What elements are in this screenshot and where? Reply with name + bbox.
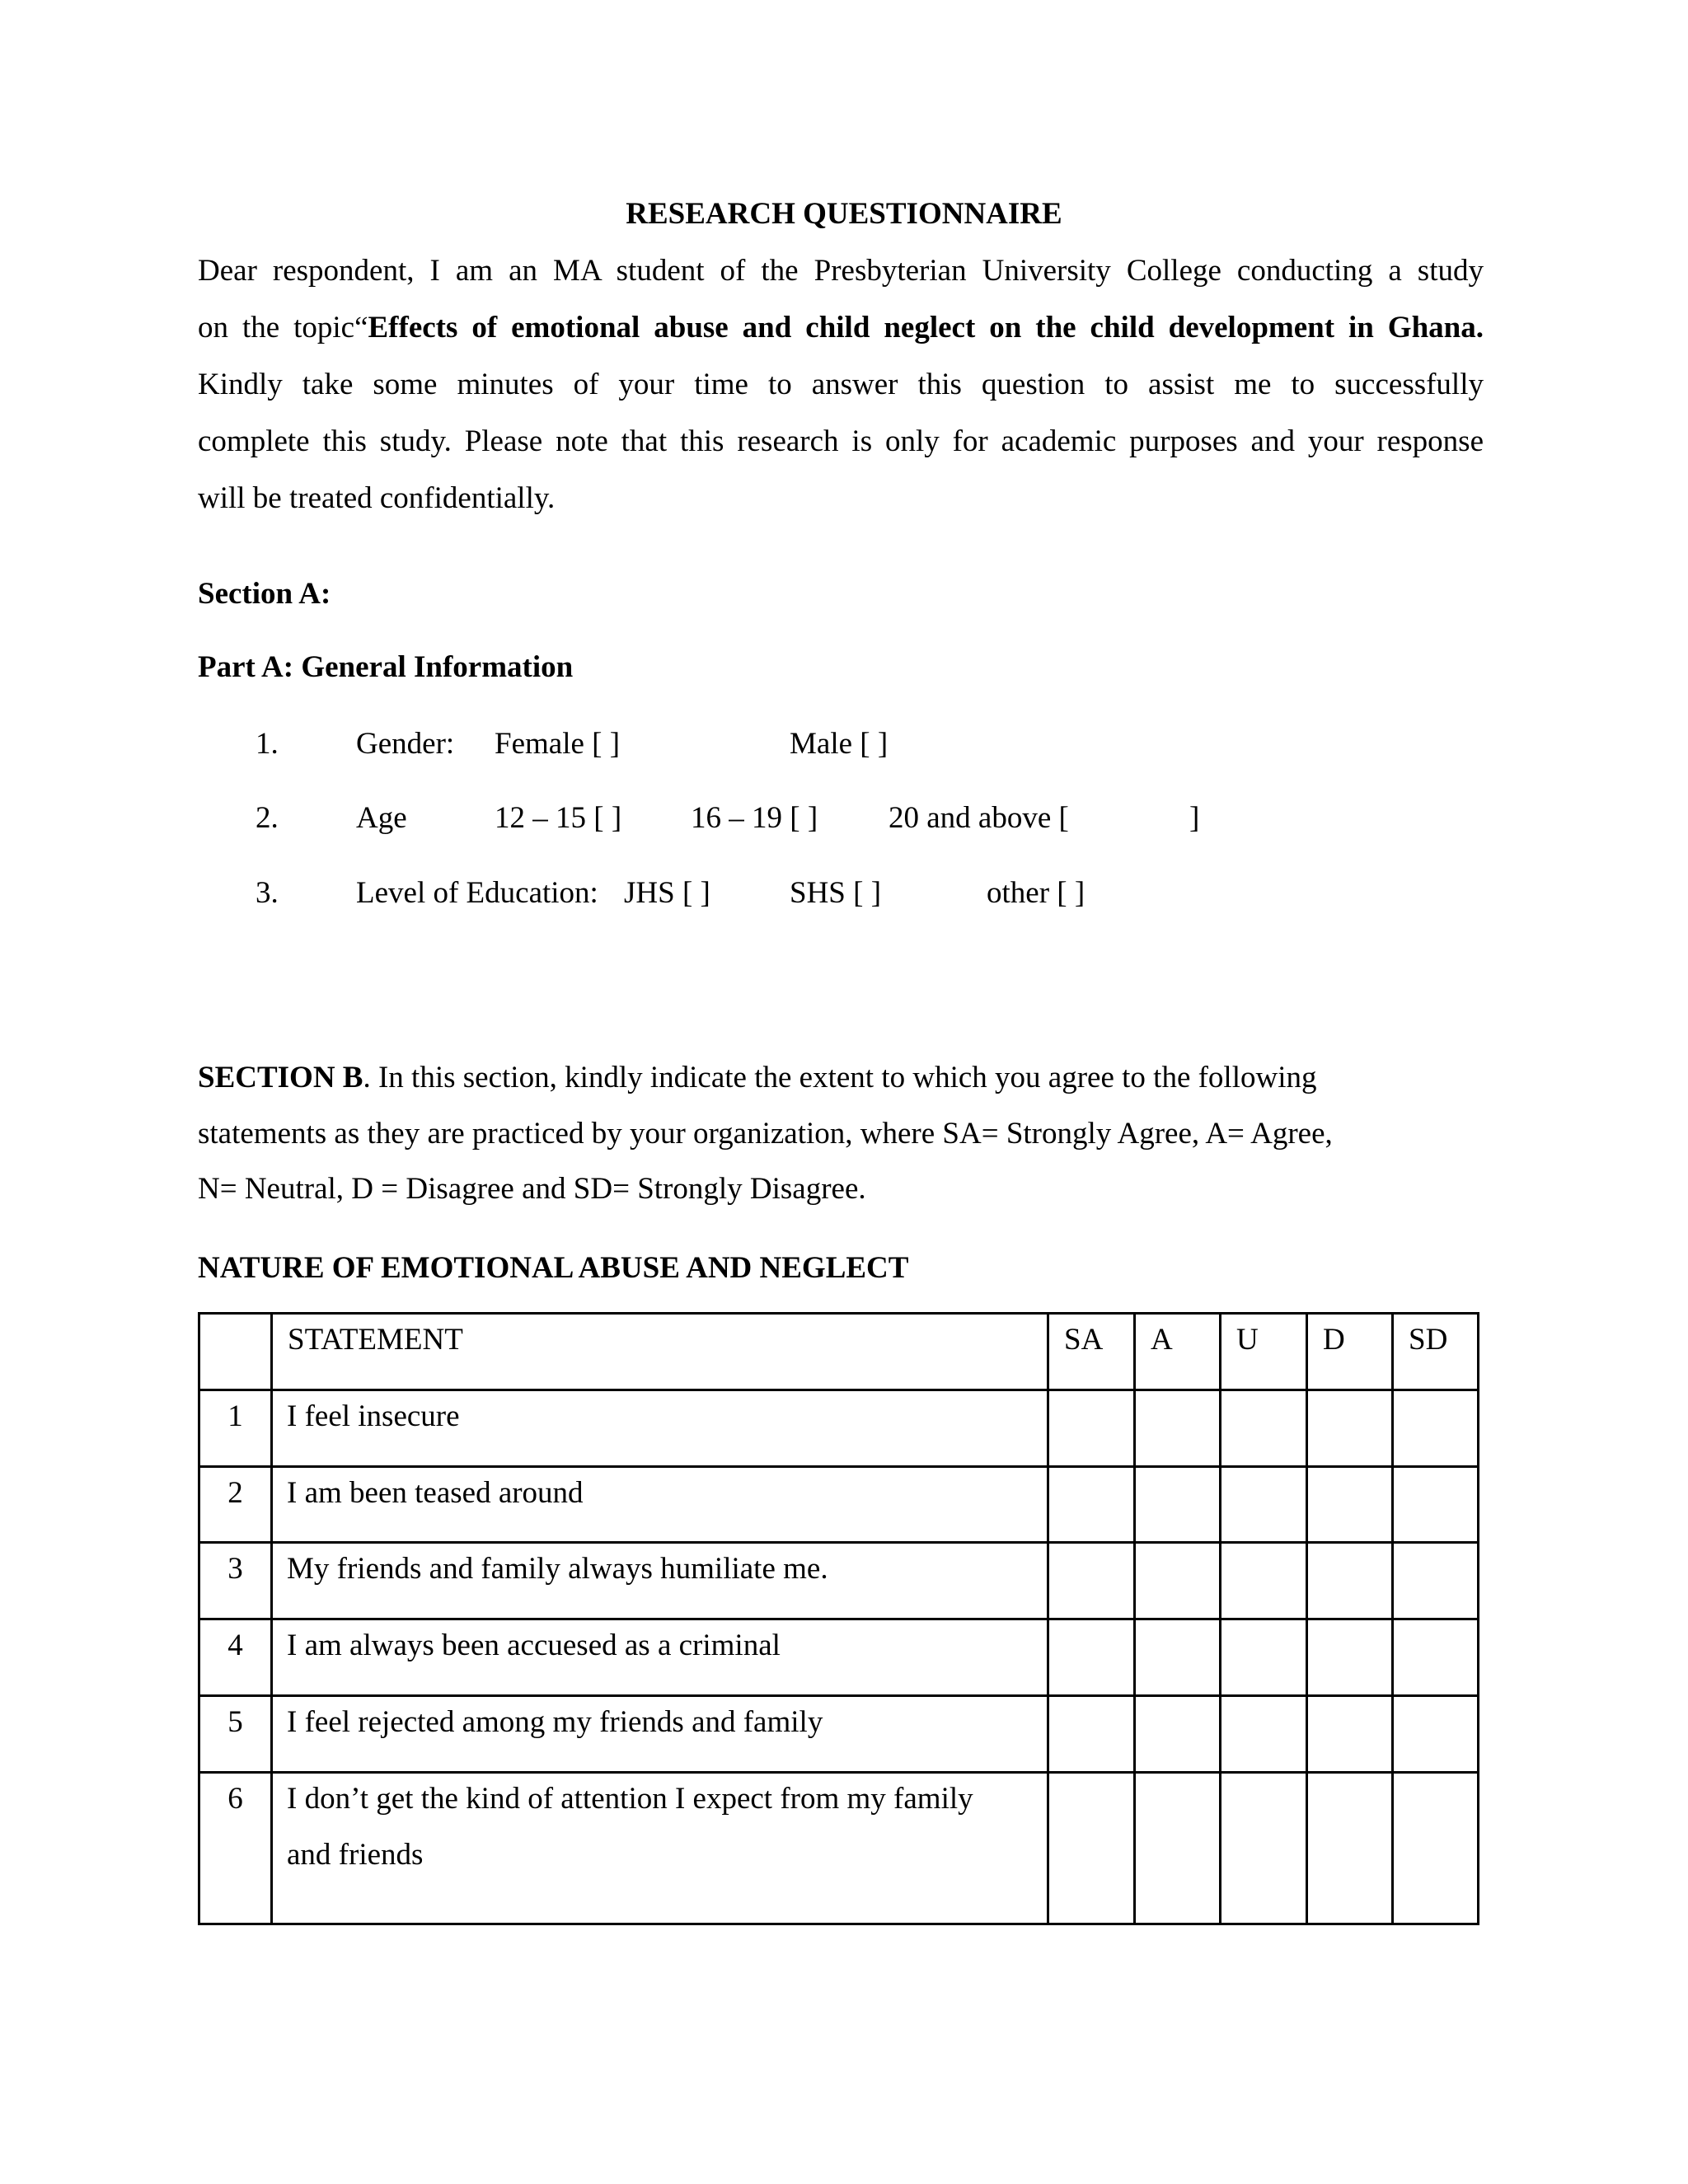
table-row: [199, 1773, 1479, 1924]
header-a: A: [1135, 1314, 1221, 1390]
item-3-number: 3.: [256, 876, 279, 910]
response-cell-a[interactable]: [1135, 1696, 1221, 1773]
section-b-heading: SECTION B: [198, 1061, 363, 1094]
response-cell-d[interactable]: [1307, 1773, 1393, 1924]
section-a-heading: Section A:: [198, 577, 331, 611]
table-row: [199, 1619, 1479, 1696]
response-cell-sa[interactable]: [1048, 1467, 1135, 1543]
response-cell-u[interactable]: [1221, 1619, 1307, 1696]
table-title: NATURE OF EMOTIONAL ABUSE AND NEGLECT: [198, 1251, 909, 1285]
row-number: 2: [199, 1467, 272, 1543]
response-cell-a[interactable]: [1135, 1619, 1221, 1696]
intro-line-3: Kindly take some minutes of your time to answer this question to assist me to successfully: [198, 368, 1484, 401]
section-b-instructions: . In this section, kindly indicate the extent to which you agree to the following: [363, 1061, 1317, 1094]
row-statement: I feel rejected among my friends and family: [272, 1696, 1048, 1773]
row-number: 3: [199, 1543, 272, 1619]
response-cell-d[interactable]: [1307, 1467, 1393, 1543]
response-cell-a[interactable]: [1135, 1543, 1221, 1619]
response-cell-sa[interactable]: [1048, 1543, 1135, 1619]
item-1-number: 1.: [256, 727, 279, 761]
section-b-line-3: N= Neutral, D = Disagree and SD= Strongly Disagree.: [198, 1172, 866, 1206]
section-b-line-1: [198, 1059, 1317, 1097]
gender-female-option[interactable]: Female [ ]: [495, 727, 621, 761]
response-cell-d[interactable]: [1307, 1543, 1393, 1619]
table-row: [199, 1696, 1479, 1773]
row-number: 4: [199, 1619, 272, 1696]
response-cell-u[interactable]: [1221, 1390, 1307, 1467]
response-cell-sd[interactable]: [1393, 1773, 1479, 1924]
intro-topic-title: Effects of emotional abuse and child neglect on the child development in Ghana.: [368, 311, 1484, 344]
response-cell-u[interactable]: [1221, 1696, 1307, 1773]
intro-line-2: [198, 309, 1484, 347]
response-cell-sd[interactable]: [1393, 1619, 1479, 1696]
education-shs-option[interactable]: SHS [ ]: [790, 876, 882, 910]
response-cell-sd[interactable]: [1393, 1390, 1479, 1467]
intro-line-5: will be treated confidentially.: [198, 481, 556, 515]
table-row: [199, 1467, 1479, 1543]
header-sd: SD: [1393, 1314, 1479, 1390]
header-statement: STATEMENT: [272, 1314, 1048, 1390]
response-cell-sa[interactable]: [1048, 1619, 1135, 1696]
response-cell-u[interactable]: [1221, 1543, 1307, 1619]
row-statement: I feel insecure: [272, 1390, 1048, 1467]
response-cell-sa[interactable]: [1048, 1773, 1135, 1924]
table-row: [199, 1390, 1479, 1467]
age-16-19-option[interactable]: 16 – 19 [ ]: [691, 801, 818, 835]
row-number: 6: [199, 1773, 272, 1924]
intro-topic-prefix: on the topic“: [198, 311, 368, 344]
age-20-above-bracket-close: ]: [1189, 801, 1200, 835]
response-cell-u[interactable]: [1221, 1773, 1307, 1924]
gender-label: Gender:: [356, 727, 455, 761]
response-cell-sa[interactable]: [1048, 1696, 1135, 1773]
education-label: Level of Education:: [356, 876, 598, 910]
table-header-row: [199, 1314, 1479, 1390]
response-cell-a[interactable]: [1135, 1773, 1221, 1924]
row-statement-line-2: and friends: [287, 1838, 424, 1872]
response-cell-sa[interactable]: [1048, 1390, 1135, 1467]
response-cell-d[interactable]: [1307, 1619, 1393, 1696]
response-cell-sd[interactable]: [1393, 1467, 1479, 1543]
age-12-15-option[interactable]: 12 – 15 [ ]: [495, 801, 622, 835]
page-title: RESEARCH QUESTIONNAIRE: [626, 197, 1062, 231]
row-statement: My friends and family always humiliate me.: [272, 1543, 1048, 1619]
response-cell-a[interactable]: [1135, 1390, 1221, 1467]
age-20-above-option[interactable]: 20 and above [: [889, 801, 1069, 835]
intro-line-1: Dear respondent, I am an MA student of the Presbyterian University College conducting a study: [198, 254, 1484, 288]
response-cell-a[interactable]: [1135, 1467, 1221, 1543]
header-num-cell: [199, 1314, 272, 1390]
row-statement: I am been teased around: [272, 1467, 1048, 1543]
response-cell-sd[interactable]: [1393, 1696, 1479, 1773]
education-other-option[interactable]: other [ ]: [987, 876, 1085, 910]
intro-line-4: complete this study. Please note that this research is only for academic purposes and your response: [198, 424, 1484, 458]
gender-male-option[interactable]: Male [ ]: [790, 727, 889, 761]
row-statement: [272, 1773, 1048, 1924]
education-jhs-option[interactable]: JHS [ ]: [624, 876, 710, 910]
row-statement-line-1: I don’t get the kind of attention I expect from my family: [287, 1782, 973, 1816]
part-a-heading: Part A: General Information: [198, 650, 574, 684]
response-cell-u[interactable]: [1221, 1467, 1307, 1543]
table-row: [199, 1543, 1479, 1619]
section-b-line-2: statements as they are practiced by your organization, where SA= Strongly Agree, A= Agree,: [198, 1117, 1333, 1151]
response-cell-sd[interactable]: [1393, 1543, 1479, 1619]
row-statement: I am always been accuesed as a criminal: [272, 1619, 1048, 1696]
likert-table: [198, 1312, 1479, 1925]
response-cell-d[interactable]: [1307, 1390, 1393, 1467]
row-number: 5: [199, 1696, 272, 1773]
header-d: D: [1307, 1314, 1393, 1390]
response-cell-d[interactable]: [1307, 1696, 1393, 1773]
header-sa: SA: [1048, 1314, 1135, 1390]
row-number: 1: [199, 1390, 272, 1467]
item-2-number: 2.: [256, 801, 279, 835]
age-label: Age: [356, 801, 407, 835]
header-u: U: [1221, 1314, 1307, 1390]
